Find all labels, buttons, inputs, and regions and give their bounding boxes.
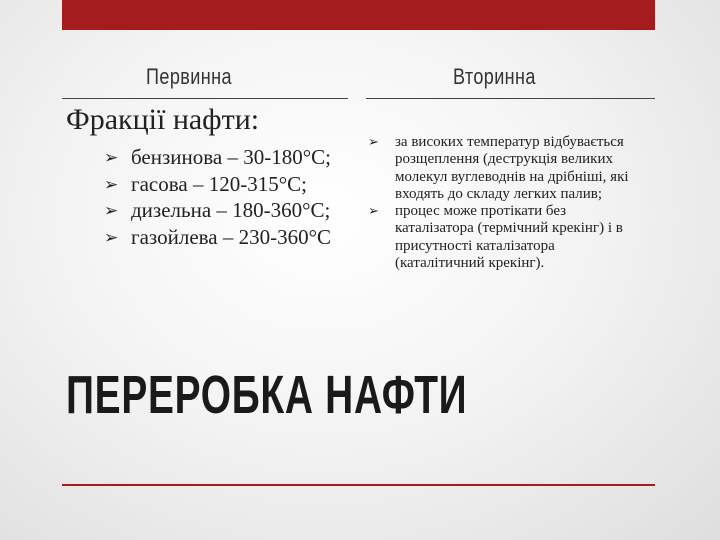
arrowhead-bullet-icon: ➢ [368, 135, 379, 150]
list-item-text: бензинова – 30-180°С; [131, 145, 331, 169]
secondary-process-list [368, 134, 644, 272]
arrowhead-bullet-icon: ➢ [104, 201, 119, 221]
heading-primary: Первинна [146, 64, 232, 89]
fractions-list [104, 144, 364, 250]
arrowhead-bullet-icon: ➢ [104, 174, 119, 195]
top-accent-band [62, 0, 655, 30]
bottom-accent-rule [62, 484, 655, 486]
list-item-text: дизельна – 180-360°С; [131, 198, 331, 222]
arrowhead-bullet-icon: ➢ [368, 204, 379, 220]
heading-secondary: Вторинна [453, 64, 536, 89]
heading-rule-left [62, 98, 348, 99]
heading-rule-right [366, 98, 655, 99]
list-item [104, 144, 364, 171]
list-item-text: газойлева – 230-360°С [131, 224, 332, 249]
list-item-text: процес може протікати без каталізатора (термічний крекінг) і в присутності каталізатора (каталітичний крекінг). [395, 203, 623, 272]
arrowhead-bullet-icon: ➢ [104, 227, 119, 248]
list-item [368, 203, 644, 272]
list-item [104, 197, 364, 224]
list-item [104, 224, 364, 251]
list-item [368, 134, 644, 203]
list-item-text: гасова – 120-315°С; [131, 171, 307, 196]
slide-title: ПЕРЕРОБКА НАФТИ [66, 365, 468, 425]
list-item [104, 171, 364, 198]
arrowhead-bullet-icon: ➢ [104, 148, 119, 168]
list-item-text: за високих температур відбувається розщеплення (деструкція великих молекул вуглеводнів на дрібніші, які входять до складу легких палив; [395, 134, 629, 202]
fractions-title: Фракції нафти: [66, 103, 260, 136]
